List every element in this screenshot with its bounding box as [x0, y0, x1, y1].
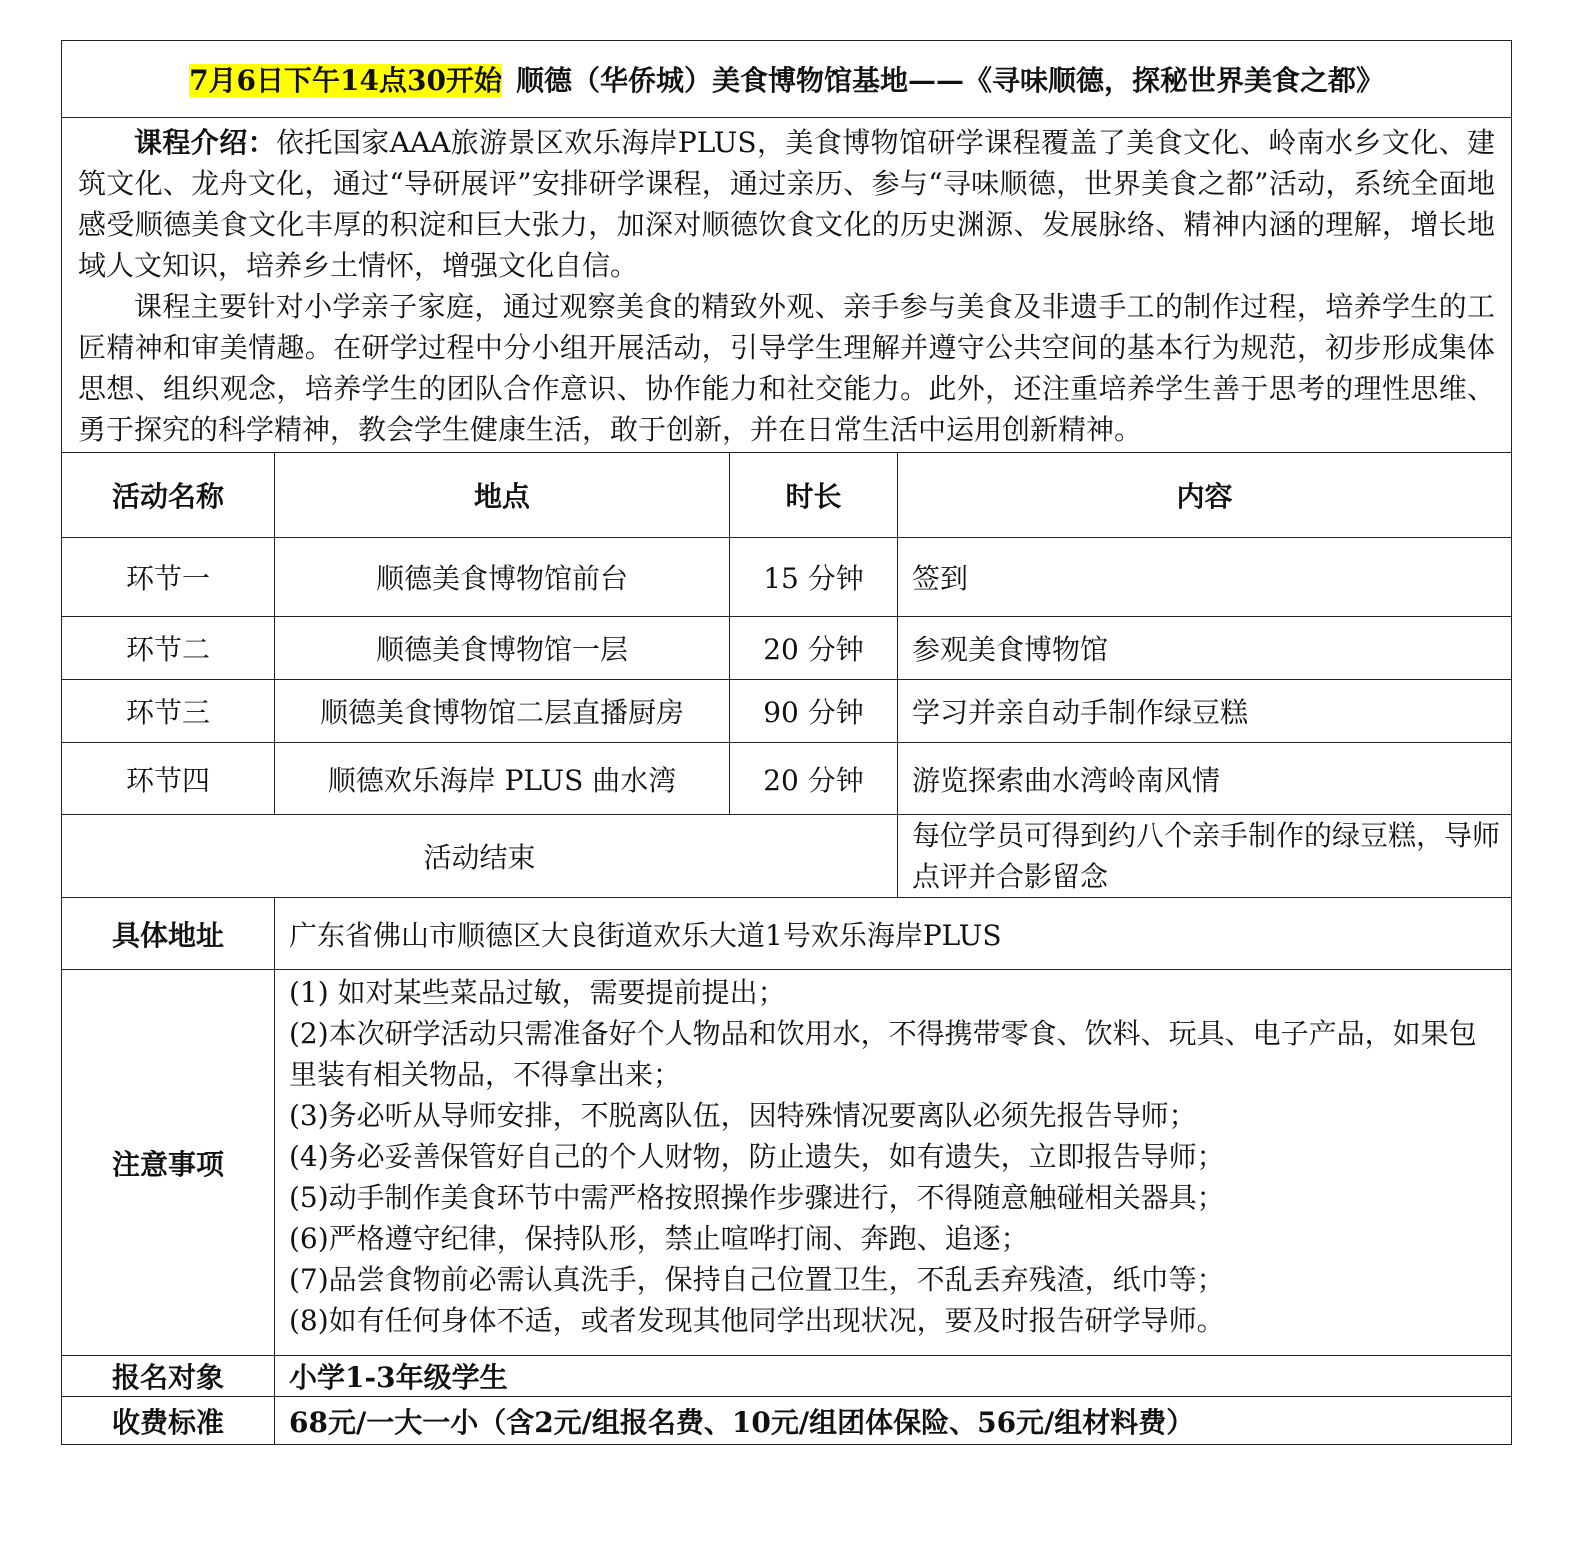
- activity-end-content: 每位学员可得到约八个亲手制作的绿豆糕，导师点评并合影留念: [898, 815, 1512, 898]
- course-title: 顺德（华侨城）美食博物馆基地——《寻味顺德，探秘世界美食之都》: [515, 64, 1384, 97]
- activity-location: 顺德美食博物馆一层: [275, 617, 730, 680]
- target-value: 小学1-3年级学生: [275, 1356, 1512, 1397]
- activity-content: 签到: [898, 538, 1512, 617]
- activity-name: 环节三: [62, 680, 275, 743]
- activity-name: 环节四: [62, 743, 275, 815]
- activity-document-table: [61, 40, 1512, 1445]
- notes-item: (7)品尝食物前必需认真洗手，保持自己位置卫生，不乱丢弃残渣，纸巾等；: [289, 1263, 1225, 1296]
- activity-name: 环节一: [62, 538, 275, 617]
- notes-label: 注意事项: [62, 970, 275, 1356]
- activity-duration: 15 分钟: [730, 538, 898, 617]
- intro-text-1: 依托国家AAA旅游景区欢乐海岸PLUS，美食博物馆研学课程覆盖了美食文化、岭南水乡文化、建筑文化、龙舟文化，通过“导研展评”安排研学课程，通过亲历、参与“寻味顺德，世界美食之都”活动，系统全面地感受顺德美食文化丰厚的积淀和巨大张力，加深对顺德饮食文化的历史渊源、发展脉络、精神内涵的理解，增长地域人文知识，培养乡土情怀，增强文化自信。: [78, 126, 1496, 282]
- table-row: [62, 743, 1512, 815]
- table-row: [62, 617, 1512, 680]
- activity-name: 环节二: [62, 617, 275, 680]
- notes-item: (2)本次研学活动只需准备好个人物品和饮用水，不得携带零食、饮料、玩具、电子产品，如果包里装有相关物品，不得拿出来；: [289, 1017, 1477, 1091]
- header-content: 内容: [898, 453, 1512, 538]
- fee-value: 68元/一大一小（含2元/组报名费、10元/组团体保险、56元/组材料费）: [275, 1397, 1512, 1445]
- activity-content: 参观美食博物馆: [898, 617, 1512, 680]
- schedule-header-row: [62, 453, 1512, 538]
- intro-label: 课程介绍：: [134, 126, 277, 159]
- intro-paragraph-1: [78, 122, 1495, 286]
- course-intro: [62, 118, 1512, 453]
- notes-item: (8)如有任何身体不适，或者发现其他同学出现状况，要及时报告研学导师。: [289, 1304, 1225, 1337]
- notes-item: (3)务必听从导师安排，不脱离队伍，因特殊情况要离队必须先报告导师；: [289, 1099, 1197, 1132]
- table-row: [62, 680, 1512, 743]
- notes-item: (6)严格遵守纪律，保持队形，禁止喧哗打闹、奔跑、追逐；: [289, 1222, 1029, 1255]
- activity-location: 顺德美食博物馆前台: [275, 538, 730, 617]
- activity-content: 学习并亲自动手制作绿豆糕: [898, 680, 1512, 743]
- fee-row: [62, 1397, 1512, 1445]
- notes-list: [275, 970, 1512, 1356]
- activity-duration: 20 分钟: [730, 743, 898, 815]
- address-row: [62, 898, 1512, 970]
- address-value: 广东省佛山市顺德区大良街道欢乐大道1号欢乐海岸PLUS: [275, 898, 1512, 970]
- activity-end-row: [62, 815, 1512, 898]
- activity-end-label: 活动结束: [62, 815, 898, 898]
- start-time-highlight: 7月6日下午14点30开始: [189, 64, 502, 97]
- target-label: 报名对象: [62, 1356, 275, 1397]
- activity-duration: 20 分钟: [730, 617, 898, 680]
- fee-label: 收费标准: [62, 1397, 275, 1445]
- header-duration: 时长: [730, 453, 898, 538]
- table-row: [62, 538, 1512, 617]
- notes-item: (5)动手制作美食环节中需严格按照操作步骤进行，不得随意触碰相关器具；: [289, 1181, 1225, 1214]
- activity-duration: 90 分钟: [730, 680, 898, 743]
- header-location: 地点: [275, 453, 730, 538]
- address-label: 具体地址: [62, 898, 275, 970]
- notes-item: (4)务必妥善保管好自己的个人财物，防止遗失，如有遗失，立即报告导师；: [289, 1140, 1225, 1173]
- activity-content: 游览探索曲水湾岭南风情: [898, 743, 1512, 815]
- target-row: [62, 1356, 1512, 1397]
- notes-item: (1) 如对某些菜品过敏，需要提前提出；: [289, 976, 786, 1009]
- notes-row: [62, 970, 1512, 1356]
- header-activity-name: 活动名称: [62, 453, 275, 538]
- activity-location: 顺德美食博物馆二层直播厨房: [275, 680, 730, 743]
- intro-paragraph-2: 课程主要针对小学亲子家庭，通过观察美食的精致外观、亲手参与美食及非遗手工的制作过程，培养学生的工匠精神和审美情趣。在研学过程中分小组开展活动，引导学生理解并遵守公共空间的基本行为规范，初步形成集体思想、组织观念，培养学生的团队合作意识、协作能力和社交能力。此外，还注重培养学生善于思考的理性思维、勇于探究的科学精神，教会学生健康生活，敢于创新，并在日常生活中运用创新精神。: [78, 290, 1496, 446]
- document-title: [62, 41, 1512, 118]
- activity-location: 顺德欢乐海岸 PLUS 曲水湾: [275, 743, 730, 815]
